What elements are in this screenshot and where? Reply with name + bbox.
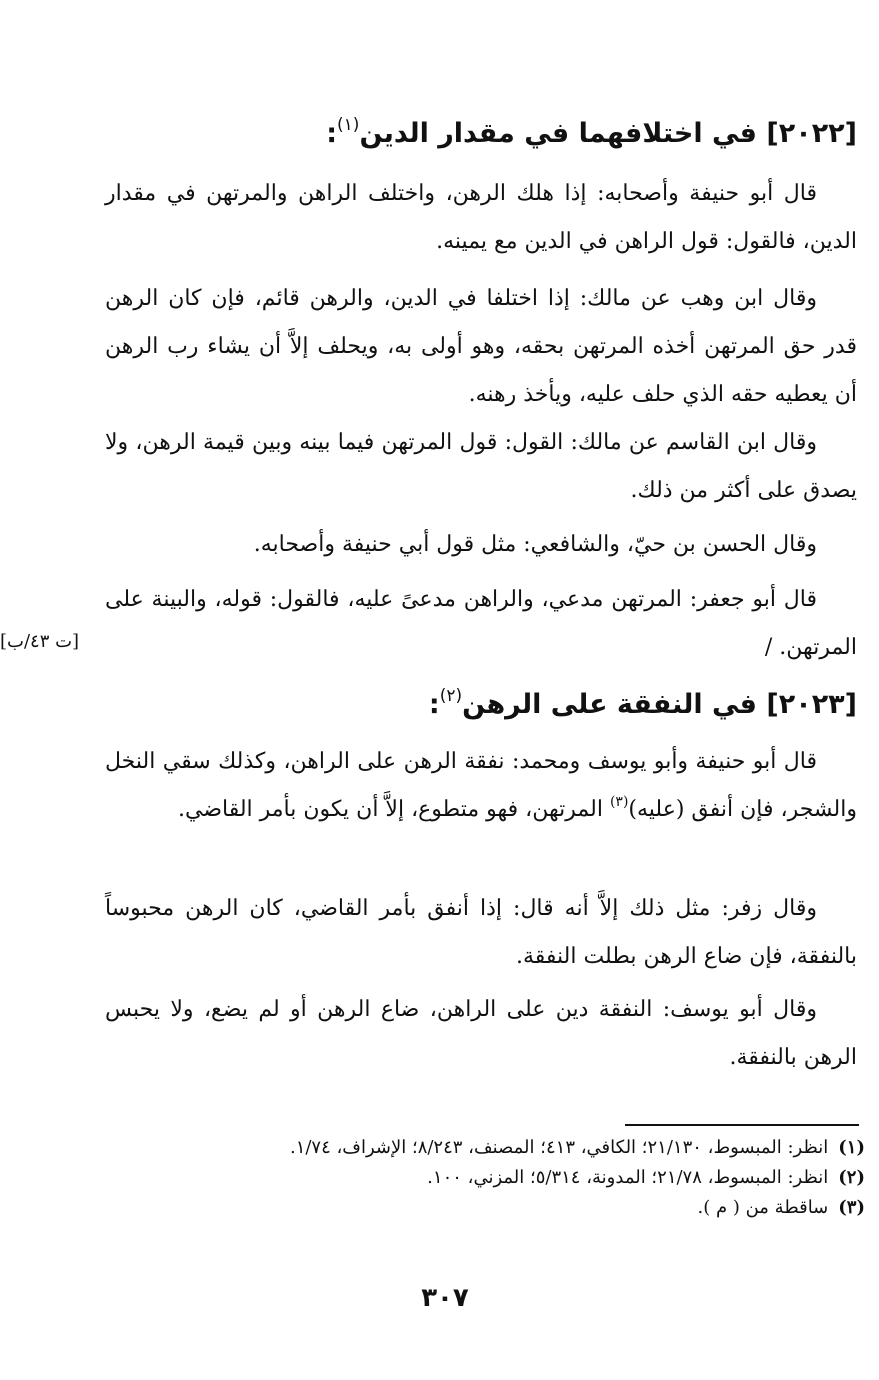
paragraph: قال أبو جعفر: المرتهن مدعي، والراهن مدعىً عليه، فالقول: قوله، والبينة على المرتهن. /: [105, 587, 857, 660]
footnotes: [105, 1133, 865, 1223]
section-number: [٢٠٢٣]: [766, 689, 857, 720]
section-title: في النفقة على الرهن: [462, 689, 757, 720]
footnote-number: (١): [838, 1137, 865, 1158]
footnote-ref: (١): [337, 115, 360, 135]
heading-colon: :: [428, 689, 440, 720]
heading-colon: :: [326, 118, 338, 149]
section-heading-2022: [105, 114, 857, 154]
footnote: [105, 1193, 865, 1223]
paragraph: قال أبو حنيفة وأصحابه: إذا هلك الرهن، واختلف الراهن والمرتهن في مقدار الدين، فالقول: قول الراهن في الدين مع يمينه.: [105, 181, 857, 254]
paragraph: وقال الحسن بن حيّ، والشافعي: مثل قول أبي حنيفة وأصحابه.: [253, 532, 817, 557]
footnote-number: (٢): [838, 1167, 865, 1188]
paragraph: وقال ابن القاسم عن مالك: القول: قول المرتهن فيما بينه وبين قيمة الرهن، ولا يصدق على أكثر من ذلك.: [105, 430, 857, 503]
footnote-ref: (٢): [439, 686, 463, 706]
paragraph: وقال أبو يوسف: النفقة دين على الراهن، ضاع الرهن أو لم يضع، ولا يحبس الرهن بالنفقة.: [105, 997, 857, 1070]
paragraph: وقال ابن وهب عن مالك: إذا اختلفا في الدين، والرهن قائم، فإن كان الرهن قدر حق المرتهن أخذه المرتهن بحقه، وهو أولى به، ويحلف إلاَّ أن يشاء رب الرهن أن يعطيه حقه الذي حلف عليه، ويأخذ رهنه.: [105, 286, 857, 407]
manuscript-folio-note: [ت ٤٣/ب]: [0, 631, 80, 652]
paragraph-text: المرتهن، فهو متطوع، إلاَّ أن يكون بأمر القاضي.: [177, 797, 610, 822]
footnote-text: ساقطة من ( م ).: [697, 1197, 829, 1218]
section-heading-2023: [105, 685, 857, 725]
page-number: ٣٠٧: [421, 1283, 469, 1313]
section-number: [٢٠٢٢]: [766, 118, 857, 149]
footnote: [105, 1133, 865, 1163]
paragraph: وقال زفر: مثل ذلك إلاَّ أنه قال: إذا أنفق بأمر القاضي، كان الرهن محبوساً بالنفقة، فإن ضاع الرهن بطلت النفقة.: [105, 896, 857, 969]
footnote-text: انظر: المبسوط، ٢١/١٣٠؛ الكافي، ٤١٣؛ المصنف، ٨/٢٤٣؛ الإشراف، ١/٧٤.: [289, 1137, 829, 1158]
section-title: في اختلافهما في مقدار الدين: [359, 118, 757, 149]
footnote-number: (٣): [838, 1197, 865, 1218]
footnote-separator: [625, 1124, 859, 1126]
footnote-ref: (٣): [609, 794, 629, 810]
paragraph-text: قال أبو حنيفة وأبو يوسف ومحمد: نفقة الرهن على الراهن، وكذلك سقي النخل والشجر، فإن أنفق (عليه): [105, 749, 857, 822]
footnote: [105, 1163, 865, 1193]
paragraph: [105, 738, 857, 834]
footnote-text: انظر: المبسوط، ٢١/٧٨؛ المدونة، ٥/٣١٤؛ المزني، ١٠٠.: [427, 1167, 829, 1188]
